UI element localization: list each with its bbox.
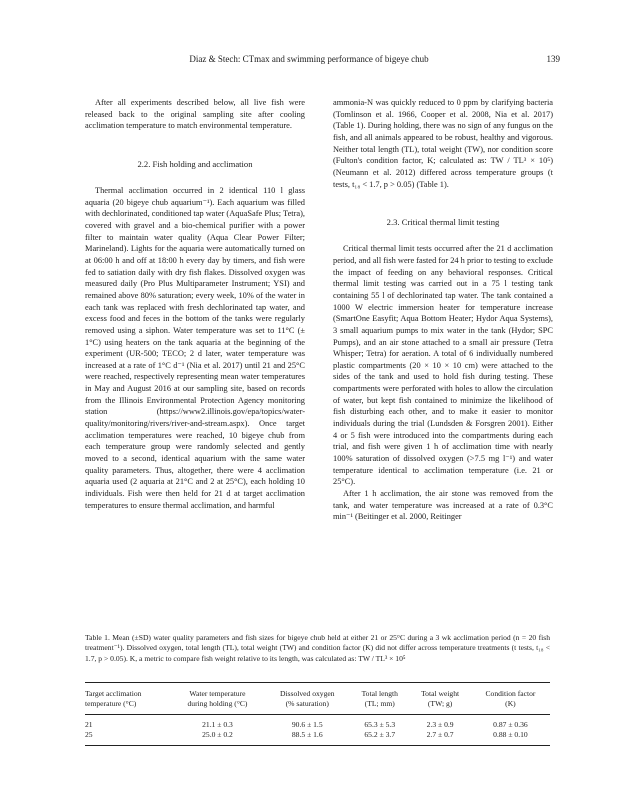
- table-cell: 25: [85, 730, 171, 746]
- intro-paragraph: After all experiments described below, all live fish were released back to the original sampling site after cooling acclimation temperature to match environmental temperature.: [85, 98, 305, 131]
- table-cell: 0.87 ± 0.36: [493, 720, 528, 729]
- fish-holding-paragraph: Thermal acclimation occurred in 2 identical 110 l glass aquaria (20 bigeye chub aquarium⁻¹). Each aquarium was filled with dechlorinated, conditioned tap water (AquaSafe Plus; Tetra), covered with gravel and a bio-chemical purifier with a power filter to maintain water quality (Aqua Clear Power Filter; Marineland). Lights for the aquaria were automatically turned on at 06:00 h and off at 18:00 h every day by timers, and fish were fed to satiation daily with dry fish flakes. Dissolved oxygen was measured daily (Pro Plus Multiparameter Instrument; YSI) and remained above 80% saturation; every week, 10% of the water in each tank was replaced with fresh dechlorinated tap water, and excess food and feces in the bottom of the tanks were regularly removed using a siphon. Water temperature was set to 11°C (± 1°C) using heaters on the tank aquaria at the beginning of the experiment (UR-500; TECO; 2 d later, water temperature was increased at a rate of 1°C d⁻¹ (Nia et al. 2017) until 21 and 25°C were reached, respectively representing mean water temperatures in May and August 2016 at our sampling site, based on records from the Illinois Environmental Protection Agency monitoring station (https://www2.illinois.gov/epa/topics/water-quality/monitoring/rivers/river-and-stream.aspx). Once target acclimation temperatures were reached, 10 bigeye chub from each temperature group were randomly selected and gently moved to a second, identical aquarium with the same water quality parameters. Thus, altogether, there were 4 acclimation aquaria used (2 aquaria at 21°C and 2 at 25°C), each holding 10 individuals. Fish were then held for 21 d at target acclimation temperatures to ensure thermal acclimation, and harmful: [85, 185, 305, 510]
- page-number: 139: [546, 54, 560, 64]
- table-header-row: [85, 699, 550, 715]
- header-cell: Dissolved oxygen: [264, 683, 350, 700]
- table-cell: 65.3 ± 5.3: [364, 720, 396, 729]
- table-row: [85, 730, 550, 746]
- header-cell: Total weight: [409, 683, 471, 700]
- data-table: [85, 682, 550, 746]
- header-cell: Condition factor: [471, 683, 550, 700]
- table-cell: 21: [85, 720, 93, 729]
- table-caption: Table 1. Mean (±SD) water quality parameters and fish sizes for bigeye chub held at either 21 or 25°C during a 3 wk acclimation period (n = 20 fish treatment⁻¹). Dissolved oxygen, total length (TL), total weight (TW) and condition factor (K) did not differ across temperature treatments (t tests, t₁₈ < 1.7, p > 0.05). K, a metric to compare fish weight relative to its length, was calculated as: TW / TL³ × 10⁵: [85, 633, 550, 663]
- running-title: Diaz & Stech: CTmax and swimming performance of bigeye chub: [189, 54, 429, 64]
- table-cell: 25.0 ± 0.2: [171, 730, 265, 746]
- table-cell: 0.88 ± 0.10: [471, 730, 550, 746]
- thermal-limit-paragraph: Critical thermal limit tests occurred after the 21 d acclimation period, and all fish were fasted for 24 h prior to testing to exclude the impact of feeding on any behavioral responses. Critical thermal limit testing was carried out in a 75 l testing tank containing 55 l of dechlorinated tap water. The tank contained a 1000 W electric immersion heater for temperature increase (SmartOne Easyfit; Aqua Bottom Heater; Hydor Aqua Systems), 3 small aquarium pumps to mix water in the tank (Hydor; SPC Pumps), and an air stone attached to a small air pressure (Tetra Whisper; Tetra) for aeration. A total of 6 individually numbered plastic compartments (20 × 10 × 10 cm) were attached to the sides of the tank and used to hold fish during testing. These compartments were perforated with holes to allow the circulation of water, but kept fish contained to minimize the likelihood of fish disturbing each other, and to make it easier to monitor individuals during the trial (Lundsden & Forsgren 2001). Either 4 or 5 fish were introduced into the compartments during each trial, and fish were given 1 h of acclimation time with nearly 100% saturation of dissolved oxygen (>7.5 mg l⁻¹) and water temperature identical to acclimation temperature (i.e. 21 or 25°C).: [333, 244, 554, 487]
- table-row: [85, 715, 550, 731]
- header-cell: Water temperature: [171, 683, 265, 700]
- header-cell: during holding (°C): [171, 699, 265, 715]
- table-cell: 88.5 ± 1.6: [264, 730, 350, 746]
- table-cell: 65.2 ± 3.7: [350, 730, 409, 746]
- running-header: [0, 54, 618, 70]
- header-cell: (K): [471, 699, 550, 715]
- continuation-paragraph: ammonia-N was quickly reduced to 0 ppm by clarifying bacteria (Tomlinson et al. 1966, Cooper et al. 2008, Nia et al. 2017) (Table 1). During holding, there was no sign of any fungus on the fish, and all animals appeared to be robust, healthy and vigorous. Neither total length (TL), total weight (TW), nor condition score (Fulton's condition factor, K; calculated as: TW / TL³ × 10⁵) (Neumann et al. 2012) differed across temperature groups (t tests, t₁₈ < 1.7, p > 0.05) (Table 1).: [333, 98, 553, 189]
- section-title-thermal-limit: 2.3. Critical thermal limit testing: [386, 217, 500, 228]
- table-cell: 2.3 ± 0.9: [426, 720, 454, 729]
- section-title-fish-holding: 2.2. Fish holding and acclimation: [137, 158, 253, 169]
- left-column: [85, 97, 305, 511]
- header-cell: Target acclimation: [85, 683, 171, 700]
- header-cell: (TW; g): [409, 699, 471, 715]
- final-paragraph: After 1 h acclimation, the air stone was removed from the tank, and water temperature was increased at a rate of 0.3°C min⁻¹ (Beitinger et al. 2000, Reitinger: [333, 489, 553, 522]
- header-cell: (% saturation): [264, 699, 350, 715]
- header-cell: (TL; mm): [350, 699, 409, 715]
- right-column: [333, 97, 553, 523]
- table-cell: 2.7 ± 0.7: [409, 730, 471, 746]
- table-cell: 90.6 ± 1.5: [291, 720, 323, 729]
- table-header-row: [85, 683, 550, 700]
- header-cell: Total length: [350, 683, 409, 700]
- table-cell: 21.1 ± 0.3: [202, 720, 233, 729]
- header-cell: temperature (°C): [85, 699, 171, 715]
